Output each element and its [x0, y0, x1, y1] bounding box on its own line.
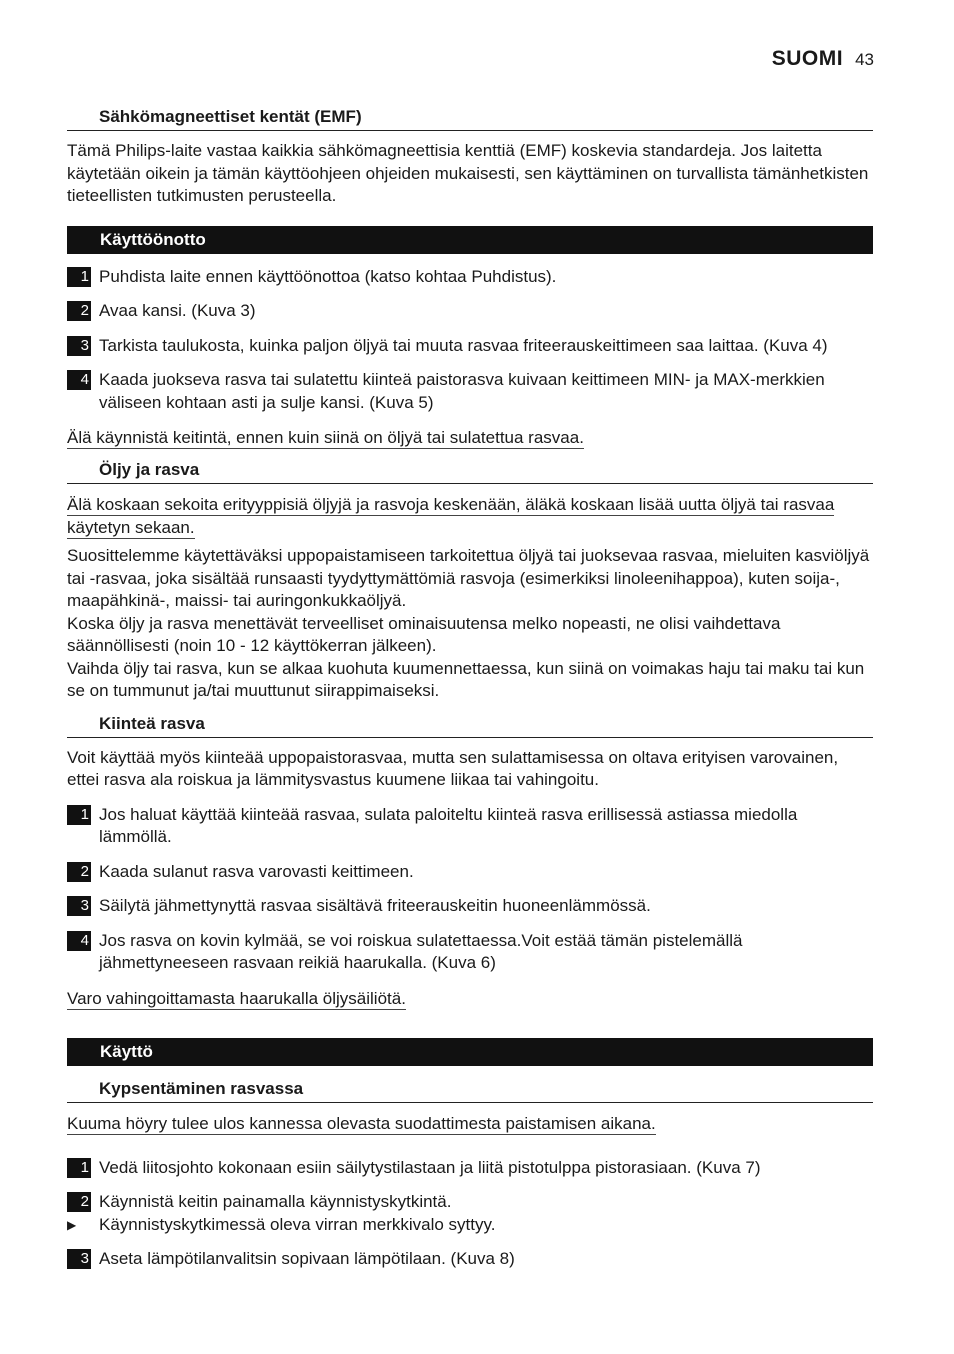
oil-warning	[67, 493, 873, 539]
step-text: Puhdista laite ennen käyttöönottoa (katso kohtaa Puhdistus).	[99, 266, 557, 286]
step-number: 4	[67, 931, 91, 951]
emf-paragraph: Tämä Philips-laite vastaa kaikkia sähkömagneettisia kenttiä (EMF) koskevia standardeja. Jos laitetta käytetään oikein ja tämän käyttöohjeen ohjeiden mukaisesti, sen käyttäminen on turvallista tämänhetkisten tieteellisten tutkimusten perusteella.	[67, 141, 869, 205]
solid-fat-warning	[67, 987, 873, 1010]
step-number: 3	[67, 1249, 91, 1269]
use-section-bar: Käyttö	[67, 1038, 873, 1066]
step-number: 2	[67, 862, 91, 882]
step-text: Käynnistä keitin painamalla käynnistyskytkintä.	[99, 1192, 452, 1211]
solid-fat-warning-text: Varo vahingoittamasta haarukalla öljysäiliötä.	[67, 988, 406, 1008]
frying-heading: Kypsentäminen rasvassa	[67, 1078, 873, 1103]
step-text: Tarkista taulukosta, kuinka paljon öljyä tai muuta rasvaa friteerauskeittimeen saa laittaa. (Kuva 4)	[99, 335, 828, 355]
page-number: 43	[855, 50, 874, 69]
step-item	[67, 804, 873, 849]
step-text: Kaada sulanut rasva varovasti keittimeen.	[99, 861, 414, 881]
emf-heading: Sähkömagneettiset kentät (EMF)	[67, 106, 873, 131]
step-item	[67, 300, 873, 323]
step-item	[67, 369, 873, 414]
oil-heading: Öljy ja rasva	[67, 459, 873, 484]
step-text: Jos rasva on kovin kylmää, se voi roiskua sulatettaessa.Voit estää tämän pistelemällä jähmettyneeseen rasvaan reikiä haarukalla. (Kuva 6)	[99, 930, 743, 972]
step-number: 4	[67, 370, 91, 390]
step-item	[67, 1191, 873, 1214]
step-result	[67, 1214, 873, 1237]
solid-fat-paragraph: Voit käyttää myös kiinteää uppopaistorasvaa, mutta sen sulattamisessa on oltava erityisen varovainen, ettei rasva ala roiskua ja lämmitysvastus kuumene liikaa tai vahingoitu.	[67, 747, 839, 789]
step-item	[67, 861, 873, 884]
oil-paragraph-3: Vaihda öljy tai rasva, kun se alkaa kuohuta kuumennettaessa, kun siinä on voimakas haju tai maku tai kun se on tummunut ja/tai muuttunut siirappimaiseksi.	[67, 658, 865, 700]
step-number: 2	[67, 301, 91, 321]
step-result-text: Käynnistyskytkimessä oleva virran merkkivalo syttyy.	[99, 1214, 496, 1234]
step-item	[67, 266, 873, 289]
step-text: Kaada juokseva rasva tai sulatettu kiinteä paistorasva kuivaan keittimeen MIN- ja MAX-merkkien väliseen kohtaan asti ja sulje kansi. (Kuva 5)	[99, 370, 825, 412]
step-text: Vedä liitosjohto kokonaan esiin säilytystilastaan ja liitä pistotulppa pistorasiaan. (Kuva 7)	[99, 1157, 761, 1177]
use-warning-text: Kuuma höyry tulee ulos kannessa olevasta suodattimesta paistamisen aikana.	[67, 1113, 656, 1133]
oil-warning-text: Älä koskaan sekoita erityyppisiä öljyjä ja rasvoja keskenään, äläkä koskaan lisää uutta öljyä tai rasvaa käytetyn sekaan.	[67, 495, 835, 537]
step-number: 1	[67, 267, 91, 287]
step-item	[67, 1157, 873, 1180]
step-text: Säilytä jähmettynyttä rasvaa sisältävä friteerauskeitin huoneenlämmössä.	[99, 896, 651, 915]
step-number: 3	[67, 336, 91, 356]
setup-section-bar: Käyttöönotto	[67, 226, 873, 254]
step-number: 2	[67, 1192, 91, 1212]
oil-paragraph-1: Suosittelemme käytettäväksi uppopaistamiseen tarkoitettua öljyä tai juoksevaa rasvaa, mieluiten kasviöljyä tai -rasvaa, joka sisältää runsaasti tyydyttymättömiä rasvoja (esimerkiksi linoleenihappoa), kuten soija-, maapähkinä-, maissi- tai auringonkukkaöljyä.	[67, 546, 870, 610]
setup-warning	[67, 426, 873, 449]
oil-paragraph-2: Koska öljy ja rasva menettävät terveelliset ominaisuutensa melko nopeasti, ne olisi vaihdettava säännöllisesti (noin 10 - 12 käyttökerran jälkeen).	[67, 613, 781, 655]
page-header	[772, 47, 874, 71]
use-warning	[67, 1112, 873, 1135]
step-text: Avaa kansi. (Kuva 3)	[99, 301, 256, 320]
step-number: 1	[67, 805, 91, 825]
page-content	[67, 106, 873, 1283]
step-number: 1	[67, 1158, 91, 1178]
solid-fat-heading: Kiinteä rasva	[67, 713, 873, 738]
step-item	[67, 1248, 873, 1271]
step-item	[67, 335, 873, 358]
step-item	[67, 895, 873, 918]
step-text: Jos haluat käyttää kiinteää rasvaa, sulata paloiteltu kiinteä rasva erillisessä astiassa miedolla lämmöllä.	[99, 804, 798, 846]
language-label: SUOMI	[771, 47, 844, 70]
triangle-bullet-icon: ▶	[67, 1217, 77, 1232]
step-text: Aseta lämpötilanvalitsin sopivaan lämpötilaan. (Kuva 8)	[99, 1249, 515, 1268]
step-item	[67, 930, 873, 975]
step-number: 3	[67, 896, 91, 916]
setup-warning-text: Älä käynnistä keitintä, ennen kuin siinä on öljyä tai sulatettua rasvaa.	[67, 428, 584, 447]
